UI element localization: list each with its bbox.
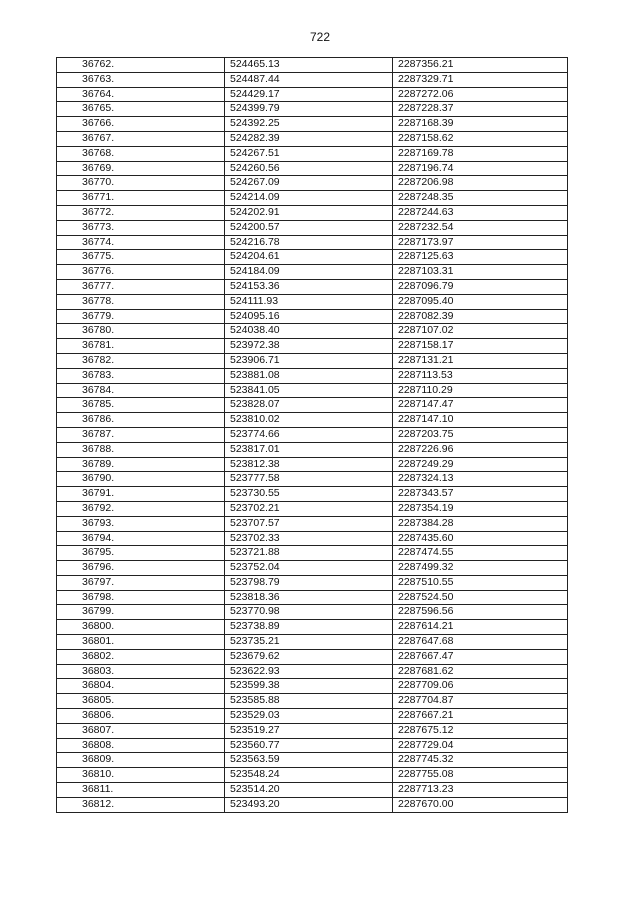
easting-cell: 524184.09 bbox=[225, 265, 393, 280]
point-number-cell: 36800. bbox=[57, 620, 225, 635]
table-row bbox=[57, 590, 568, 605]
table-row bbox=[57, 472, 568, 487]
easting-cell: 523585.88 bbox=[225, 694, 393, 709]
table-row bbox=[57, 694, 568, 709]
point-number-cell: 36762. bbox=[57, 58, 225, 73]
easting-cell: 523738.89 bbox=[225, 620, 393, 635]
northing-cell: 2287596.56 bbox=[393, 605, 568, 620]
table-row bbox=[57, 649, 568, 664]
point-number-cell: 36784. bbox=[57, 383, 225, 398]
table-row bbox=[57, 235, 568, 250]
northing-cell: 2287681.62 bbox=[393, 664, 568, 679]
table-row bbox=[57, 753, 568, 768]
northing-cell: 2287158.62 bbox=[393, 131, 568, 146]
table-row bbox=[57, 102, 568, 117]
point-number-cell: 36776. bbox=[57, 265, 225, 280]
northing-cell: 2287110.29 bbox=[393, 383, 568, 398]
point-number-cell: 36790. bbox=[57, 472, 225, 487]
northing-cell: 2287082.39 bbox=[393, 309, 568, 324]
coordinates-table bbox=[56, 57, 568, 813]
easting-cell: 523548.24 bbox=[225, 768, 393, 783]
northing-cell: 2287168.39 bbox=[393, 117, 568, 132]
point-number-cell: 36786. bbox=[57, 413, 225, 428]
northing-cell: 2287244.63 bbox=[393, 205, 568, 220]
table-row bbox=[57, 723, 568, 738]
easting-cell: 524267.51 bbox=[225, 146, 393, 161]
point-number-cell: 36812. bbox=[57, 797, 225, 812]
point-number-cell: 36798. bbox=[57, 590, 225, 605]
point-number-cell: 36799. bbox=[57, 605, 225, 620]
point-number-cell: 36783. bbox=[57, 368, 225, 383]
point-number-cell: 36771. bbox=[57, 191, 225, 206]
table-row bbox=[57, 487, 568, 502]
northing-cell: 2287474.55 bbox=[393, 546, 568, 561]
northing-cell: 2287131.21 bbox=[393, 353, 568, 368]
table-row bbox=[57, 664, 568, 679]
northing-cell: 2287329.71 bbox=[393, 72, 568, 87]
northing-cell: 2287729.04 bbox=[393, 738, 568, 753]
point-number-cell: 36775. bbox=[57, 250, 225, 265]
northing-cell: 2287228.37 bbox=[393, 102, 568, 117]
northing-cell: 2287095.40 bbox=[393, 294, 568, 309]
table-row bbox=[57, 383, 568, 398]
table-row bbox=[57, 546, 568, 561]
table-row bbox=[57, 294, 568, 309]
northing-cell: 2287173.97 bbox=[393, 235, 568, 250]
table-row bbox=[57, 131, 568, 146]
table-row bbox=[57, 250, 568, 265]
easting-cell: 523702.21 bbox=[225, 501, 393, 516]
easting-cell: 524282.39 bbox=[225, 131, 393, 146]
easting-cell: 523777.58 bbox=[225, 472, 393, 487]
easting-cell: 524200.57 bbox=[225, 220, 393, 235]
easting-cell: 523906.71 bbox=[225, 353, 393, 368]
easting-cell: 523493.20 bbox=[225, 797, 393, 812]
easting-cell: 523770.98 bbox=[225, 605, 393, 620]
table-row bbox=[57, 220, 568, 235]
table-row bbox=[57, 309, 568, 324]
point-number-cell: 36774. bbox=[57, 235, 225, 250]
northing-cell: 2287745.32 bbox=[393, 753, 568, 768]
point-number-cell: 36808. bbox=[57, 738, 225, 753]
table-row bbox=[57, 620, 568, 635]
easting-cell: 523560.77 bbox=[225, 738, 393, 753]
point-number-cell: 36788. bbox=[57, 442, 225, 457]
northing-cell: 2287713.23 bbox=[393, 783, 568, 798]
northing-cell: 2287667.47 bbox=[393, 649, 568, 664]
easting-cell: 524202.91 bbox=[225, 205, 393, 220]
point-number-cell: 36809. bbox=[57, 753, 225, 768]
point-number-cell: 36773. bbox=[57, 220, 225, 235]
easting-cell: 523679.62 bbox=[225, 649, 393, 664]
table-row bbox=[57, 738, 568, 753]
point-number-cell: 36793. bbox=[57, 516, 225, 531]
table-row bbox=[57, 205, 568, 220]
northing-cell: 2287103.31 bbox=[393, 265, 568, 280]
northing-cell: 2287147.47 bbox=[393, 398, 568, 413]
point-number-cell: 36791. bbox=[57, 487, 225, 502]
table-row bbox=[57, 191, 568, 206]
northing-cell: 2287125.63 bbox=[393, 250, 568, 265]
table-row bbox=[57, 368, 568, 383]
northing-cell: 2287704.87 bbox=[393, 694, 568, 709]
table-row bbox=[57, 117, 568, 132]
point-number-cell: 36764. bbox=[57, 87, 225, 102]
point-number-cell: 36810. bbox=[57, 768, 225, 783]
northing-cell: 2287510.55 bbox=[393, 575, 568, 590]
point-number-cell: 36789. bbox=[57, 457, 225, 472]
table-row bbox=[57, 635, 568, 650]
northing-cell: 2287226.96 bbox=[393, 442, 568, 457]
point-number-cell: 36794. bbox=[57, 531, 225, 546]
northing-cell: 2287158.17 bbox=[393, 339, 568, 354]
northing-cell: 2287647.68 bbox=[393, 635, 568, 650]
point-number-cell: 36811. bbox=[57, 783, 225, 798]
table-row bbox=[57, 279, 568, 294]
table-row bbox=[57, 531, 568, 546]
easting-cell: 523972.38 bbox=[225, 339, 393, 354]
point-number-cell: 36778. bbox=[57, 294, 225, 309]
easting-cell: 523798.79 bbox=[225, 575, 393, 590]
easting-cell: 523810.02 bbox=[225, 413, 393, 428]
northing-cell: 2287709.06 bbox=[393, 679, 568, 694]
page-number: 722 bbox=[309, 30, 331, 44]
easting-cell: 523841.05 bbox=[225, 383, 393, 398]
point-number-cell: 36781. bbox=[57, 339, 225, 354]
northing-cell: 2287272.06 bbox=[393, 87, 568, 102]
northing-cell: 2287435.60 bbox=[393, 531, 568, 546]
table-row bbox=[57, 398, 568, 413]
easting-cell: 523702.33 bbox=[225, 531, 393, 546]
point-number-cell: 36769. bbox=[57, 161, 225, 176]
point-number-cell: 36787. bbox=[57, 427, 225, 442]
easting-cell: 523752.04 bbox=[225, 561, 393, 576]
northing-cell: 2287524.50 bbox=[393, 590, 568, 605]
point-number-cell: 36768. bbox=[57, 146, 225, 161]
point-number-cell: 36803. bbox=[57, 664, 225, 679]
northing-cell: 2287107.02 bbox=[393, 324, 568, 339]
point-number-cell: 36796. bbox=[57, 561, 225, 576]
easting-cell: 524214.09 bbox=[225, 191, 393, 206]
easting-cell: 524038.40 bbox=[225, 324, 393, 339]
table-row bbox=[57, 797, 568, 812]
table-row bbox=[57, 146, 568, 161]
table-row bbox=[57, 58, 568, 73]
easting-cell: 524204.61 bbox=[225, 250, 393, 265]
northing-cell: 2287670.00 bbox=[393, 797, 568, 812]
easting-cell: 523730.55 bbox=[225, 487, 393, 502]
table-row bbox=[57, 516, 568, 531]
easting-cell: 524260.56 bbox=[225, 161, 393, 176]
easting-cell: 523707.57 bbox=[225, 516, 393, 531]
point-number-cell: 36770. bbox=[57, 176, 225, 191]
easting-cell: 523519.27 bbox=[225, 723, 393, 738]
easting-cell: 523828.07 bbox=[225, 398, 393, 413]
point-number-cell: 36766. bbox=[57, 117, 225, 132]
northing-cell: 2287499.32 bbox=[393, 561, 568, 576]
easting-cell: 524392.25 bbox=[225, 117, 393, 132]
table-row bbox=[57, 561, 568, 576]
point-number-cell: 36795. bbox=[57, 546, 225, 561]
northing-cell: 2287675.12 bbox=[393, 723, 568, 738]
table-row bbox=[57, 87, 568, 102]
northing-cell: 2287343.57 bbox=[393, 487, 568, 502]
point-number-cell: 36805. bbox=[57, 694, 225, 709]
table-row bbox=[57, 339, 568, 354]
northing-cell: 2287384.28 bbox=[393, 516, 568, 531]
point-number-cell: 36802. bbox=[57, 649, 225, 664]
table-row bbox=[57, 575, 568, 590]
table-row bbox=[57, 605, 568, 620]
point-number-cell: 36772. bbox=[57, 205, 225, 220]
point-number-cell: 36792. bbox=[57, 501, 225, 516]
northing-cell: 2287232.54 bbox=[393, 220, 568, 235]
table-row bbox=[57, 324, 568, 339]
table-row bbox=[57, 176, 568, 191]
coordinates-table-body bbox=[57, 58, 568, 813]
northing-cell: 2287667.21 bbox=[393, 709, 568, 724]
easting-cell: 523735.21 bbox=[225, 635, 393, 650]
easting-cell: 524267.09 bbox=[225, 176, 393, 191]
northing-cell: 2287096.79 bbox=[393, 279, 568, 294]
easting-cell: 523881.08 bbox=[225, 368, 393, 383]
point-number-cell: 36777. bbox=[57, 279, 225, 294]
table-row bbox=[57, 413, 568, 428]
easting-cell: 524399.79 bbox=[225, 102, 393, 117]
point-number-cell: 36779. bbox=[57, 309, 225, 324]
point-number-cell: 36804. bbox=[57, 679, 225, 694]
northing-cell: 2287755.08 bbox=[393, 768, 568, 783]
easting-cell: 524487.44 bbox=[225, 72, 393, 87]
table-row bbox=[57, 501, 568, 516]
easting-cell: 524111.93 bbox=[225, 294, 393, 309]
table-row bbox=[57, 353, 568, 368]
northing-cell: 2287169.78 bbox=[393, 146, 568, 161]
easting-cell: 523774.66 bbox=[225, 427, 393, 442]
northing-cell: 2287206.98 bbox=[393, 176, 568, 191]
northing-cell: 2287203.75 bbox=[393, 427, 568, 442]
easting-cell: 523812.38 bbox=[225, 457, 393, 472]
easting-cell: 524465.13 bbox=[225, 58, 393, 73]
point-number-cell: 36767. bbox=[57, 131, 225, 146]
easting-cell: 524429.17 bbox=[225, 87, 393, 102]
point-number-cell: 36780. bbox=[57, 324, 225, 339]
easting-cell: 523818.36 bbox=[225, 590, 393, 605]
table-row bbox=[57, 679, 568, 694]
table-row bbox=[57, 161, 568, 176]
northing-cell: 2287614.21 bbox=[393, 620, 568, 635]
point-number-cell: 36785. bbox=[57, 398, 225, 413]
point-number-cell: 36765. bbox=[57, 102, 225, 117]
easting-cell: 523817.01 bbox=[225, 442, 393, 457]
point-number-cell: 36797. bbox=[57, 575, 225, 590]
point-number-cell: 36801. bbox=[57, 635, 225, 650]
northing-cell: 2287196.74 bbox=[393, 161, 568, 176]
easting-cell: 523529.03 bbox=[225, 709, 393, 724]
easting-cell: 523514.20 bbox=[225, 783, 393, 798]
northing-cell: 2287354.19 bbox=[393, 501, 568, 516]
northing-cell: 2287147.10 bbox=[393, 413, 568, 428]
easting-cell: 524216.78 bbox=[225, 235, 393, 250]
easting-cell: 523721.88 bbox=[225, 546, 393, 561]
northing-cell: 2287324.13 bbox=[393, 472, 568, 487]
point-number-cell: 36763. bbox=[57, 72, 225, 87]
northing-cell: 2287249.29 bbox=[393, 457, 568, 472]
table-row bbox=[57, 427, 568, 442]
easting-cell: 523622.93 bbox=[225, 664, 393, 679]
table-row bbox=[57, 265, 568, 280]
table-row bbox=[57, 709, 568, 724]
point-number-cell: 36806. bbox=[57, 709, 225, 724]
easting-cell: 524095.16 bbox=[225, 309, 393, 324]
table-row bbox=[57, 442, 568, 457]
point-number-cell: 36782. bbox=[57, 353, 225, 368]
table-row bbox=[57, 457, 568, 472]
table-row bbox=[57, 72, 568, 87]
northing-cell: 2287356.21 bbox=[393, 58, 568, 73]
easting-cell: 523599.38 bbox=[225, 679, 393, 694]
easting-cell: 523563.59 bbox=[225, 753, 393, 768]
table-row bbox=[57, 783, 568, 798]
northing-cell: 2287248.35 bbox=[393, 191, 568, 206]
northing-cell: 2287113.53 bbox=[393, 368, 568, 383]
point-number-cell: 36807. bbox=[57, 723, 225, 738]
easting-cell: 524153.36 bbox=[225, 279, 393, 294]
table-row bbox=[57, 768, 568, 783]
